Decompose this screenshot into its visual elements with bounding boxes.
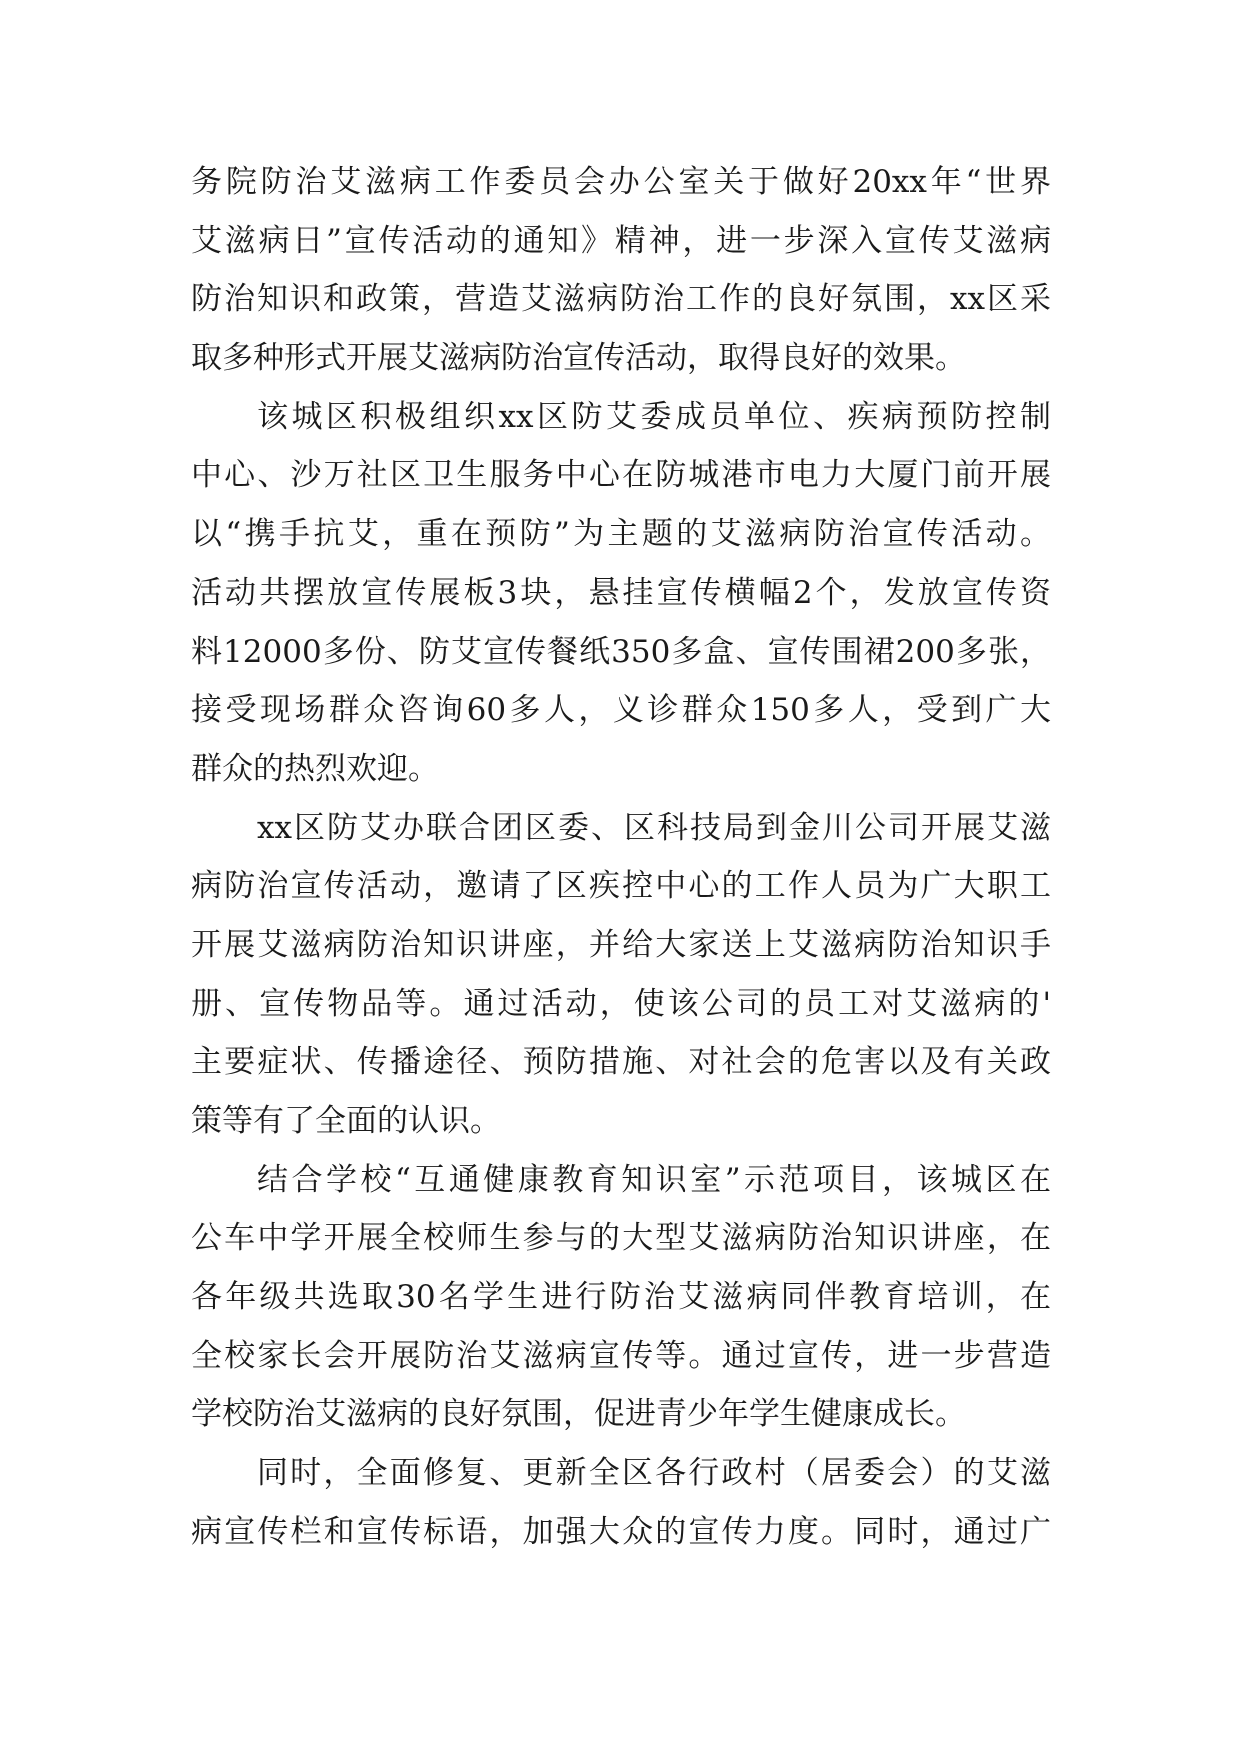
text-line: 艾滋病日”宣传活动的通知》精神，进一步深入宣传艾滋病 (191, 222, 1051, 259)
text-line: 册、宣传物品等。通过活动，使该公司的员工对艾滋病的' (191, 985, 1051, 1022)
text-line: 策等有了全面的认识。 (191, 1103, 501, 1139)
text-line: 病宣传栏和宣传标语，加强大众的宣传力度。同时，通过广 (191, 1513, 1051, 1550)
text-line: 病防治宣传活动，邀请了区疾控中心的工作人员为广大职工 (191, 868, 1051, 905)
text-line: 学校防治艾滋病的良好氛围，促进青少年学生健康成长。 (191, 1396, 966, 1433)
text-line: 群众的热烈欢迎。 (191, 750, 439, 787)
paragraph-2 (191, 388, 1051, 799)
paragraph-3 (191, 799, 1051, 1151)
text-line: 务院防治艾滋病工作委员会办公室关于做好20xx年“世界 (191, 164, 1051, 200)
text-line: 全校家长会开展防治艾滋病宣传等。通过宣传，进一步营造 (191, 1337, 1051, 1374)
text-line: 以“携手抗艾，重在预防”为主题的艾滋病防治宣传活动。 (191, 516, 1051, 553)
paragraph-4 (191, 1151, 1051, 1444)
text-line: 接受现场群众咨询60多人，义诊群众150多人，受到广大 (191, 692, 1051, 729)
text-line: 防治知识和政策，营造艾滋病防治工作的良好氛围，xx区采 (191, 281, 1051, 318)
text-line: 取多种形式开展艾滋病防治宣传活动，取得良好的效果。 (191, 340, 966, 377)
text-line: 料12000多份、防艾宣传餐纸350多盒、宣传围裙200多张， (191, 633, 1051, 670)
text-line: 活动共摆放宣传展板3块，悬挂宣传横幅2个，发放宣传资 (191, 574, 1051, 611)
paragraph-1 (191, 153, 1051, 388)
document-body (191, 153, 1051, 1562)
text-line: 同时，全面修复、更新全区各行政村（居委会）的艾滋 (257, 1455, 1051, 1492)
paragraph-5 (191, 1444, 1051, 1561)
text-line: 中心、沙万社区卫生服务中心在防城港市电力大厦门前开展 (191, 457, 1051, 494)
text-line: 各年级共选取30名学生进行防治艾滋病同伴教育培训，在 (191, 1279, 1051, 1316)
text-line: 结合学校“互通健康教育知识室”示范项目，该城区在 (257, 1161, 1051, 1198)
text-line: 主要症状、传播途径、预防措施、对社会的危害以及有关政 (191, 1044, 1051, 1081)
text-line: 该城区积极组织xx区防艾委成员单位、疾病预防控制 (257, 398, 1051, 435)
text-line: 公车中学开展全校师生参与的大型艾滋病防治知识讲座，在 (191, 1220, 1051, 1257)
text-line: 开展艾滋病防治知识讲座，并给大家送上艾滋病防治知识手 (191, 926, 1051, 963)
text-line: xx区防艾办联合团区委、区科技局到金川公司开展艾滋 (257, 809, 1051, 846)
